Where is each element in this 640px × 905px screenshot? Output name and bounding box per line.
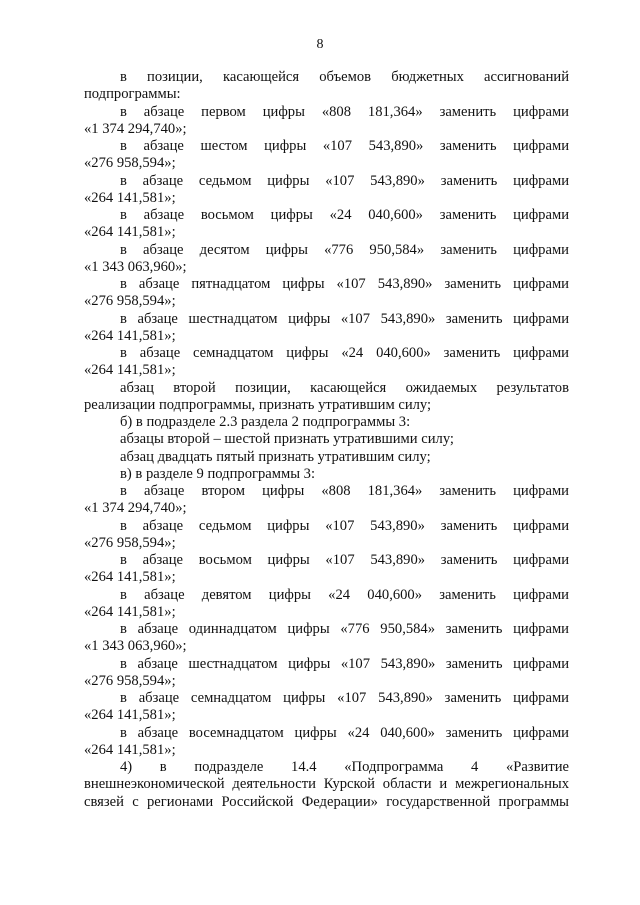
text-line: «276 958,594»; <box>84 534 176 551</box>
text-line: связей с регионами Российской Федерации» государственной программы <box>84 793 569 810</box>
paragraph <box>84 345 569 380</box>
text-line: «1 374 294,740»; <box>84 120 187 137</box>
paragraph <box>84 173 569 208</box>
text-line: «264 141,581»; <box>84 707 176 724</box>
paragraph <box>84 656 569 691</box>
paragraph <box>84 518 569 553</box>
text-line: в абзаце девятом цифры «24 040,600» заменить цифрами <box>120 586 569 603</box>
text-line: в абзаце десятом цифры «776 950,584» заменить цифрами <box>120 241 569 258</box>
text-line: в абзаце пятнадцатом цифры «107 543,890» заменить цифрами <box>120 276 569 292</box>
paragraph <box>84 414 569 431</box>
text-line: в абзаце семнадцатом цифры «107 543,890» заменить цифрами <box>120 690 569 706</box>
text-line: «264 141,581»; <box>84 569 176 586</box>
text-line: «264 141,581»; <box>84 224 176 241</box>
text-line: «276 958,594»; <box>84 293 176 310</box>
text-line: в абзаце втором цифры «808 181,364» заменить цифрами <box>120 483 569 499</box>
paragraph <box>84 207 569 242</box>
text-line: в) в разделе 9 подпрограммы 3: <box>120 465 316 482</box>
paragraph <box>84 449 569 466</box>
text-line: в абзаце семнадцатом цифры «24 040,600» заменить цифрами <box>120 345 569 361</box>
paragraph <box>84 69 569 104</box>
text-line: в абзаце восьмом цифры «107 543,890» заменить цифрами <box>120 552 569 568</box>
text-line: «264 141,581»; <box>84 189 176 206</box>
text-line: «264 141,581»; <box>84 362 176 379</box>
paragraph <box>84 483 569 518</box>
text-line: «1 374 294,740»; <box>84 500 187 517</box>
text-line: «1 343 063,960»; <box>84 638 187 655</box>
paragraph <box>84 311 569 346</box>
document-body <box>84 69 569 811</box>
paragraph <box>84 690 569 725</box>
paragraph <box>84 621 569 656</box>
page-number: 8 <box>316 37 324 52</box>
text-line: подпрограммы: <box>84 86 181 103</box>
paragraph <box>84 104 569 139</box>
text-line: в абзаце шестом цифры «107 543,890» заменить цифрами <box>120 138 569 154</box>
text-line: абзац второй позиции, касающейся ожидаемых результатов <box>120 379 569 396</box>
paragraph <box>84 138 569 173</box>
paragraph <box>84 466 569 483</box>
paragraph <box>84 552 569 587</box>
text-line: абзац двадцать пятый признать утратившим силу; <box>120 448 431 465</box>
text-line: в абзаце шестнадцатом цифры «107 543,890» заменить цифрами <box>120 655 569 672</box>
text-line: «264 141,581»; <box>84 603 176 620</box>
text-line: «264 141,581»; <box>84 741 176 758</box>
text-line: в абзаце одиннадцатом цифры «776 950,584» заменить цифрами <box>120 621 569 637</box>
text-line: «1 343 063,960»; <box>84 258 187 275</box>
text-line: «276 958,594»; <box>84 155 176 172</box>
paragraph <box>84 242 569 277</box>
text-line: в позиции, касающейся объемов бюджетных ассигнований <box>120 69 569 85</box>
text-line: в абзаце восемнадцатом цифры «24 040,600» заменить цифрами <box>120 724 569 741</box>
text-line: в абзаце первом цифры «808 181,364» заменить цифрами <box>120 103 569 120</box>
paragraph <box>84 759 569 811</box>
text-line: в абзаце восьмом цифры «24 040,600» заменить цифрами <box>120 207 569 223</box>
text-line: реализации подпрограммы, признать утратившим силу; <box>84 396 432 413</box>
paragraph <box>84 725 569 760</box>
text-line: абзацы второй – шестой признать утратившими силу; <box>120 431 454 448</box>
paragraph <box>84 587 569 622</box>
text-line: в абзаце шестнадцатом цифры «107 543,890» заменить цифрами <box>120 310 569 327</box>
text-line: в абзаце седьмом цифры «107 543,890» заменить цифрами <box>120 517 569 534</box>
text-line: «264 141,581»; <box>84 327 176 344</box>
text-line: в абзаце седьмом цифры «107 543,890» заменить цифрами <box>120 172 569 189</box>
text-line: 4) в подразделе 14.4 «Подпрограмма 4 «Развитие <box>120 759 569 775</box>
text-line: б) в подразделе 2.3 раздела 2 подпрограммы 3: <box>120 414 411 430</box>
paragraph <box>84 276 569 311</box>
text-line: внешнеэкономической деятельности Курской области и межрегиональных <box>84 776 569 793</box>
text-line: «276 958,594»; <box>84 672 176 689</box>
paragraph <box>84 431 569 448</box>
paragraph <box>84 380 569 415</box>
